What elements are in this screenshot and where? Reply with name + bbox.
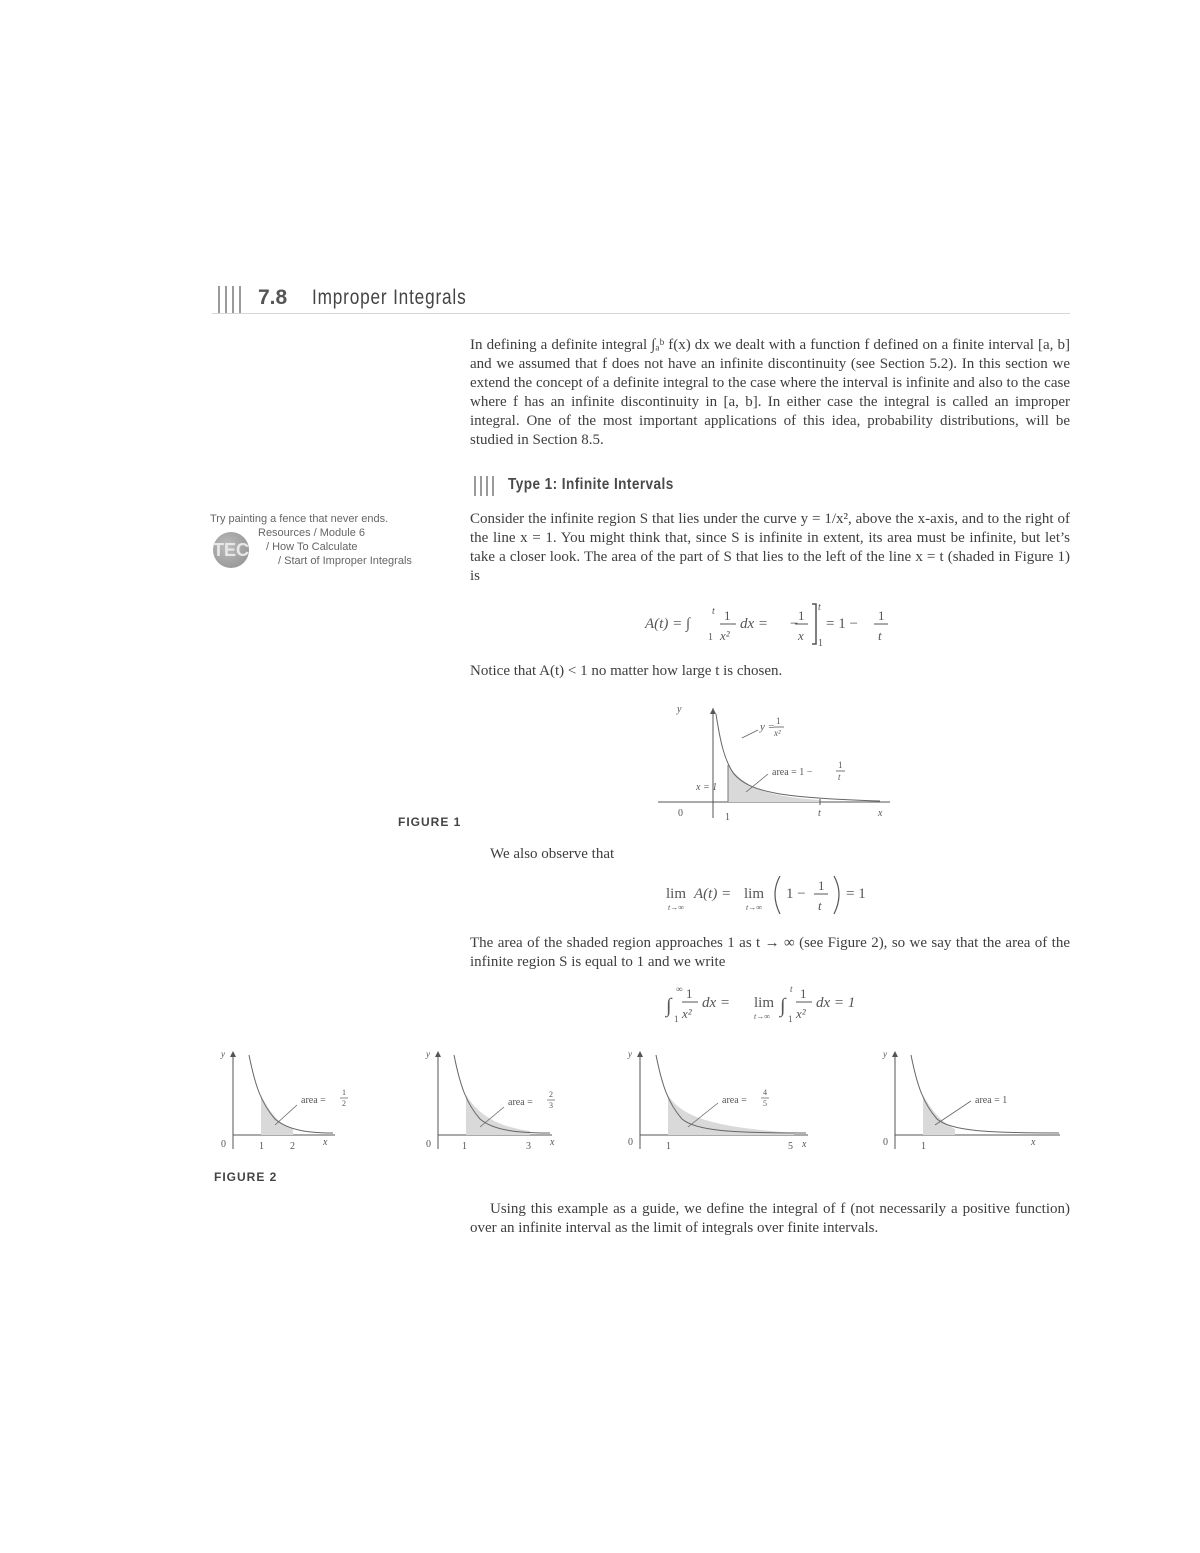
fig2p1-origin: 0: [221, 1139, 226, 1150]
eq-int-lim: lim: [754, 995, 775, 1011]
fig2p4-tick-a: 1: [921, 1141, 926, 1152]
limit-equation: [660, 870, 890, 920]
fig2p3-tick-a: 1: [666, 1141, 671, 1152]
fig1-origin: 0: [678, 808, 683, 819]
fig1-area-label: area = 1 −: [772, 767, 813, 778]
fig2p1-num: 1: [342, 1088, 346, 1097]
eq-area-num: 1: [724, 608, 731, 623]
fig2p3-tick-b: 5: [788, 1141, 793, 1152]
fig2p4-x: x: [1031, 1137, 1036, 1148]
eq-lim-2: lim: [744, 886, 765, 902]
eq-area-eval-lower: 1: [818, 638, 823, 649]
section-title: Improper Integrals: [312, 286, 467, 309]
eq-area-rnum: 1: [878, 608, 885, 623]
fig1-x-label: x: [878, 808, 883, 819]
eq-area-lhs: A(t) = ∫: [645, 616, 691, 632]
fig2p1-shaded: [261, 1095, 293, 1135]
fig2p4-area: area = 1: [975, 1095, 1008, 1106]
fig2p2-origin: 0: [426, 1139, 431, 1150]
fig2p1-tick-a: 1: [259, 1141, 264, 1152]
fig1-curve-num: 1: [776, 716, 781, 726]
eq-area-rhs: = 1 −: [826, 616, 858, 632]
eq-lim-1: lim: [666, 886, 687, 902]
eq-lim-rhs: = 1: [846, 886, 866, 902]
fig2p2-tick-a: 1: [462, 1141, 467, 1152]
eq-area-minus: −: [790, 616, 799, 632]
eq-lim-2-sub: t→∞: [746, 903, 762, 912]
fig2p1-x: x: [323, 1137, 328, 1148]
figure-2-panel-2: [420, 1045, 570, 1155]
fig2p4-y-arrow: [892, 1051, 898, 1057]
eq-lim-lparen: [775, 876, 780, 914]
fig2p2-y: y: [426, 1049, 430, 1059]
subsection-bars: [474, 476, 498, 501]
fig2p4-pointer: [935, 1101, 971, 1125]
improper-integral-equation: [660, 980, 890, 1030]
margin-note-line2[interactable]: Resources / Module 6: [258, 527, 365, 539]
eq-area-bnum: 1: [798, 608, 805, 623]
eq-lim-num: 1: [818, 878, 825, 893]
fig2p2-area: area =: [508, 1097, 533, 1108]
observe-text: We also observe that: [490, 846, 615, 862]
tec-logo-icon: TEC: [213, 532, 249, 568]
eq-area-rden: t: [878, 628, 882, 643]
fig2p1-tick-b: 2: [290, 1141, 295, 1152]
eq-lim-den: t: [818, 898, 822, 913]
fig1-area-den: t: [838, 772, 841, 782]
fig2p1-y: y: [221, 1049, 225, 1059]
fig2p1-area: area =: [301, 1095, 326, 1106]
type1-paragraph: Consider the infinite region S that lies under the curve y = 1/x², above the x-axis, and to the right of the line x = 1. You might think that, since S is infinite in extent, its area must be infinite, but let’s take a closer look. The area of the part of S that lies to the left of the line x = t (shaded in Figure 1) is: [470, 511, 1070, 584]
fig2p1-pointer: [275, 1105, 297, 1125]
subsection-title: Type 1: Infinite Intervals: [508, 476, 674, 493]
eq-area-den: x²: [720, 628, 730, 643]
figure-2-panel-1: [215, 1045, 355, 1155]
fig1-tick-t: t: [818, 808, 821, 819]
eq-int2-num: 1: [800, 986, 807, 1001]
fig2p4-y: y: [883, 1049, 887, 1059]
eq-int1-upper: ∞: [676, 984, 683, 994]
fig2p3-num: 4: [763, 1088, 767, 1097]
eq-area-dx: dx =: [740, 616, 769, 632]
eq-area-upper: t: [712, 606, 715, 617]
fig2p1-y-arrow: [230, 1051, 236, 1057]
fig2p2-y-arrow: [435, 1051, 441, 1057]
eq-int-lim-sub: t→∞: [754, 1012, 770, 1021]
eq-area-bden: x: [798, 628, 804, 643]
section-header-bars: [218, 286, 248, 314]
margin-note-line1: Try painting a fence that never ends.: [210, 513, 389, 525]
figure-1-label: FIGURE 1: [398, 815, 462, 829]
fig2p2-tick-b: 3: [526, 1141, 531, 1152]
eq-int2-dx: dx = 1: [816, 995, 856, 1011]
eq-int1-den: x²: [682, 1006, 692, 1021]
fig2p3-area: area =: [722, 1095, 747, 1106]
eq-int2-upper: t: [790, 984, 793, 994]
eq-int2-lower: 1: [788, 1014, 793, 1024]
eq-lim-one-minus: 1 −: [786, 886, 806, 902]
figure-1: [650, 700, 900, 825]
fig2p4-origin: 0: [883, 1137, 888, 1148]
fig2p2-x: x: [550, 1137, 555, 1148]
closing-paragraph: Using this example as a guide, we define the integral of f (not necessarily a positive function) over an infinite interval as the limit of integrals over finite intervals.: [470, 1201, 1070, 1236]
approach-paragraph: The area of the shaded region approaches 1 as t → ∞ (see Figure 2), so we say that the area of the infinite region S is equal to 1 and we write: [470, 935, 1070, 970]
fig1-y-label: y: [677, 704, 682, 715]
fig1-curve-den: x²: [774, 728, 781, 738]
fig2p3-y: y: [628, 1049, 632, 1059]
section-number: 7.8: [258, 286, 288, 309]
fig1-tick-1: 1: [725, 812, 730, 823]
eq-lim-1-sub: t→∞: [668, 903, 684, 912]
fig1-curve-pointer: [742, 730, 758, 738]
margin-note-line4[interactable]: / Start of Improper Integrals: [278, 555, 412, 567]
figure-2-label: FIGURE 2: [214, 1170, 278, 1184]
notice-text: Notice that A(t) < 1 no matter how large t is chosen.: [470, 663, 783, 679]
header-rule: [212, 313, 1070, 314]
fig2p3-x: x: [802, 1139, 807, 1150]
figure-2-panel-4: [877, 1045, 1062, 1155]
eq-int1-lower: 1: [674, 1014, 679, 1024]
fig2p3-origin: 0: [628, 1137, 633, 1148]
intro-paragraph: In defining a definite integral ∫ₐᵇ f(x) dx we dealt with a function f defined on a finite interval [a, b] and we assumed that f does not have an infinite discontinuity (see Section 5.2). In this section we extend the concept of a definite integral to the case where the interval is infinite and also to the case where f has an infinite discontinuity in [a, b]. In either case the integral is called an improper integral. One of the most important applications of this idea, probability distributions, will be studied in Section 8.5.: [470, 337, 1070, 448]
eq-lim-rparen: [834, 876, 839, 914]
fig2p2-den: 3: [549, 1101, 553, 1110]
fig1-y-arrow: [710, 708, 716, 714]
eq-int1-sign: ∫: [666, 995, 672, 1017]
fig1-line-label: x = 1: [696, 782, 718, 793]
eq-lim-aoft: A(t) =: [694, 886, 732, 902]
fig2p3-y-arrow: [637, 1051, 643, 1057]
area-equation: [640, 600, 920, 650]
eq-int2-sign: ∫: [780, 995, 786, 1017]
eq-int2-den: x²: [796, 1006, 806, 1021]
fig1-curve-label: y =: [760, 721, 776, 733]
eq-int1-num: 1: [686, 986, 693, 1001]
fig1-area-num: 1: [838, 760, 843, 770]
fig2p1-den: 2: [342, 1099, 346, 1108]
fig2p3-den: 5: [763, 1099, 767, 1108]
eq-int1-dx: dx =: [702, 995, 731, 1011]
margin-note-line3[interactable]: / How To Calculate: [266, 541, 358, 553]
eval-bracket: [812, 604, 816, 644]
eq-area-eval-upper: t: [818, 602, 821, 613]
figure-2-panel-3: [622, 1045, 812, 1155]
eq-area-lower: 1: [708, 632, 713, 643]
fig2p2-num: 2: [549, 1090, 553, 1099]
